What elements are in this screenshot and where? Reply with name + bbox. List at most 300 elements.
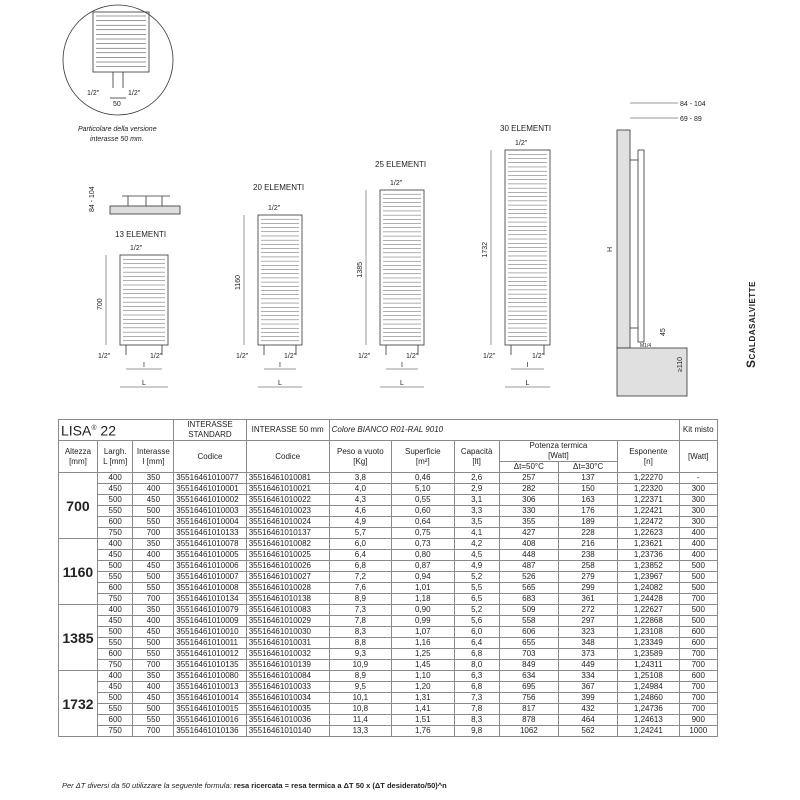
- table-row: [59, 693, 718, 704]
- table-cell: 35516461010023: [246, 506, 329, 517]
- table-cell: 1,23736: [618, 550, 679, 561]
- model-name: [59, 420, 174, 441]
- table-row: [59, 704, 718, 715]
- table-cell: 700: [679, 660, 717, 671]
- table-cell: 5,5: [454, 583, 499, 594]
- table-cell: 500: [133, 638, 174, 649]
- table-cell: 2,6: [454, 473, 499, 484]
- table-cell: 450: [133, 627, 174, 638]
- table-cell: 1,22421: [618, 506, 679, 517]
- table-cell: 600: [97, 715, 133, 726]
- table-row: [59, 550, 718, 561]
- header-text: L [mm]: [103, 456, 128, 466]
- table-cell: 550: [133, 517, 174, 528]
- table-cell: 35516461010133: [174, 528, 246, 539]
- section-label-45: 45: [660, 328, 667, 336]
- table-cell: 258: [558, 561, 617, 572]
- table-cell: 257: [499, 473, 558, 484]
- table-cell: 849: [499, 660, 558, 671]
- table-cell: 348: [558, 638, 617, 649]
- table-cell: 228: [558, 528, 617, 539]
- radiator-2-conn-right: 1/2": [406, 353, 419, 360]
- table-cell: 35516461010003: [174, 506, 246, 517]
- radiator-1-conn-left: 1/2": [236, 353, 249, 360]
- table-cell: 35516461010134: [174, 594, 246, 605]
- table-cell: 3,5: [454, 517, 499, 528]
- table-cell: 400: [679, 528, 717, 539]
- table-cell: 500: [679, 561, 717, 572]
- table-cell: 6,8: [329, 561, 391, 572]
- table-cell: 6,8: [454, 649, 499, 660]
- header-interasse-standard: [174, 420, 246, 441]
- wall-depth-label: 84 - 104: [89, 186, 96, 212]
- header-potenza: [499, 441, 617, 462]
- table-cell: 1,20: [392, 682, 454, 693]
- table-cell: 487: [499, 561, 558, 572]
- table-cell: 1,22371: [618, 495, 679, 506]
- table-row: [59, 671, 718, 682]
- table-cell: 35516461010084: [246, 671, 329, 682]
- table-cell: 176: [558, 506, 617, 517]
- table-row: [59, 484, 718, 495]
- header-text: [Kg]: [353, 456, 368, 466]
- table-cell: 3,3: [454, 506, 499, 517]
- table-row: [59, 627, 718, 638]
- table-cell: 7,6: [329, 583, 391, 594]
- table-cell: 400: [97, 473, 133, 484]
- table-cell: 282: [499, 484, 558, 495]
- table-cell: 408: [499, 539, 558, 550]
- section-label-top1: 84 - 104: [680, 101, 706, 108]
- header-row-2: [59, 441, 718, 462]
- table-cell: 1,22472: [618, 517, 679, 528]
- table-cell: 35516461010009: [174, 616, 246, 627]
- table-cell: 750: [97, 594, 133, 605]
- table-cell: 4,3: [329, 495, 391, 506]
- table-cell: 35516461010007: [174, 572, 246, 583]
- table-cell: 562: [558, 726, 617, 737]
- table-cell: 9,8: [454, 726, 499, 737]
- table-cell: 300: [679, 517, 717, 528]
- header-text: [n]: [643, 456, 653, 466]
- table-cell: 35516461010135: [174, 660, 246, 671]
- radiator-0-conn-right: 1/2": [150, 353, 163, 360]
- table-cell: 1,22270: [618, 473, 679, 484]
- table-cell: 450: [97, 682, 133, 693]
- table-cell: 450: [97, 616, 133, 627]
- section-label-h: H: [607, 246, 614, 252]
- table-row: [59, 594, 718, 605]
- table-cell: 1,22320: [618, 484, 679, 495]
- table-cell: 3,8: [329, 473, 391, 484]
- radiator-0-title: 13 ELEMENTI: [115, 230, 167, 239]
- table-row: [59, 682, 718, 693]
- table-row: [59, 572, 718, 583]
- table-cell: 565: [499, 583, 558, 594]
- table-cell: 550: [133, 583, 174, 594]
- table-cell: 526: [499, 572, 558, 583]
- table-row: [59, 583, 718, 594]
- detail-label-right: 1/2": [128, 90, 141, 97]
- table-cell: 750: [97, 528, 133, 539]
- table-cell: 7,2: [329, 572, 391, 583]
- table-cell: 0,99: [392, 616, 454, 627]
- table-cell: 35516461010011: [174, 638, 246, 649]
- table-cell: 5,2: [454, 605, 499, 616]
- table-cell: 500: [97, 693, 133, 704]
- table-row: [59, 638, 718, 649]
- table-cell: 8,3: [329, 627, 391, 638]
- header-altezza: [59, 441, 98, 473]
- table-cell: 4,9: [329, 517, 391, 528]
- table-row: [59, 473, 718, 484]
- table-cell: 3,1: [454, 495, 499, 506]
- radiator-0-height: 700: [97, 298, 104, 310]
- header-esponente: [618, 441, 679, 473]
- table-cell: 4,6: [329, 506, 391, 517]
- detail-caption-1: Particolare della versione: [78, 126, 157, 133]
- table-cell: 500: [97, 627, 133, 638]
- table-cell: 1,24984: [618, 682, 679, 693]
- table-row: [59, 517, 718, 528]
- table-cell: 399: [558, 693, 617, 704]
- table-cell: 35516461010006: [174, 561, 246, 572]
- table-cell: 163: [558, 495, 617, 506]
- header-text: Capacità: [460, 446, 493, 456]
- table-cell: 350: [133, 605, 174, 616]
- radiator-1-connection: 1/2": [268, 205, 281, 212]
- header-text: [lt]: [472, 456, 481, 466]
- table-cell: 0,94: [392, 572, 454, 583]
- table-cell: 6,4: [454, 638, 499, 649]
- wall-base: [110, 206, 180, 214]
- table-cell: 35516461010005: [174, 550, 246, 561]
- table-cell: 432: [558, 704, 617, 715]
- table-cell: 464: [558, 715, 617, 726]
- table-cell: 500: [133, 704, 174, 715]
- header-watt: [Watt]: [679, 441, 717, 473]
- table-cell: 400: [97, 671, 133, 682]
- header-interasse-50: INTERASSE 50 mm: [246, 420, 329, 441]
- table-cell: 1,24311: [618, 660, 679, 671]
- table-cell: 500: [97, 495, 133, 506]
- table-cell: 450: [133, 561, 174, 572]
- table-cell: 1,24860: [618, 693, 679, 704]
- table-cell: 367: [558, 682, 617, 693]
- section-wall: [617, 130, 630, 348]
- table-cell: 0,75: [392, 528, 454, 539]
- header-row-1: [59, 420, 718, 441]
- table-cell: 695: [499, 682, 558, 693]
- spec-table: [58, 419, 718, 737]
- table-cell: 1,25: [392, 649, 454, 660]
- table-cell: 350: [133, 473, 174, 484]
- header-text: Peso a vuoto: [337, 446, 384, 456]
- table-cell: 35516461010036: [246, 715, 329, 726]
- radiator-2-title: 25 ELEMENTI: [375, 160, 427, 169]
- radiator-0-L-label: L: [142, 380, 146, 387]
- header-text: STANDARD: [188, 430, 232, 439]
- table-cell: 700: [133, 594, 174, 605]
- table-cell: 756: [499, 693, 558, 704]
- table-cell: 306: [499, 495, 558, 506]
- table-cell: 35516461010081: [246, 473, 329, 484]
- header-capacita: [454, 441, 499, 473]
- table-cell: 35516461010027: [246, 572, 329, 583]
- table-cell: 8,3: [454, 715, 499, 726]
- table-cell: 500: [679, 616, 717, 627]
- table-cell: 700: [679, 693, 717, 704]
- table-cell: 600: [679, 671, 717, 682]
- table-row: [59, 561, 718, 572]
- height-group-label: 700: [59, 473, 98, 539]
- table-cell: 400: [133, 484, 174, 495]
- section-label-top2: 69 - 89: [680, 116, 702, 123]
- table-cell: 600: [679, 638, 717, 649]
- table-cell: 4,0: [329, 484, 391, 495]
- table-cell: 279: [558, 572, 617, 583]
- table-cell: 400: [97, 605, 133, 616]
- table-cell: 35516461010035: [246, 704, 329, 715]
- table-cell: -: [679, 473, 717, 484]
- table-row: [59, 715, 718, 726]
- table-cell: 1,23967: [618, 572, 679, 583]
- table-cell: 450: [133, 495, 174, 506]
- table-cell: 272: [558, 605, 617, 616]
- table-cell: 35516461010026: [246, 561, 329, 572]
- header-text: Altezza: [64, 446, 92, 456]
- table-cell: 35516461010034: [246, 693, 329, 704]
- table-cell: 35516461010029: [246, 616, 329, 627]
- spec-table-body: [59, 473, 718, 737]
- table-cell: 35516461010032: [246, 649, 329, 660]
- table-cell: 1000: [679, 726, 717, 737]
- table-cell: 8,8: [329, 638, 391, 649]
- table-cell: 5,10: [392, 484, 454, 495]
- table-cell: 35516461010137: [246, 528, 329, 539]
- table-cell: 550: [97, 704, 133, 715]
- table-cell: 35516461010138: [246, 594, 329, 605]
- height-group-label: 1385: [59, 605, 98, 671]
- table-cell: 1,45: [392, 660, 454, 671]
- table-cell: 0,90: [392, 605, 454, 616]
- table-cell: 35516461010031: [246, 638, 329, 649]
- table-cell: 634: [499, 671, 558, 682]
- section-radiator: [638, 150, 644, 342]
- header-dt30: Δt=30°C: [558, 462, 617, 473]
- section-label-min: ≥110: [677, 356, 684, 372]
- table-cell: 7,3: [454, 693, 499, 704]
- radiator-3-L-label: L: [525, 380, 530, 387]
- table-cell: 6,0: [329, 539, 391, 550]
- table-cell: 7,3: [329, 605, 391, 616]
- table-cell: 683: [499, 594, 558, 605]
- table-cell: 8,9: [329, 671, 391, 682]
- detail-caption-2: interasse 50 mm.: [90, 136, 144, 143]
- radiator-2-connection: 1/2": [390, 180, 403, 187]
- table-cell: 449: [558, 660, 617, 671]
- table-cell: 1,25108: [618, 671, 679, 682]
- table-cell: 355: [499, 517, 558, 528]
- table-cell: 35516461010014: [174, 693, 246, 704]
- detail-circle: [63, 5, 173, 115]
- table-cell: 400: [97, 539, 133, 550]
- table-cell: 5,7: [329, 528, 391, 539]
- table-cell: 2,9: [454, 484, 499, 495]
- table-cell: 4,5: [454, 550, 499, 561]
- table-cell: 300: [679, 484, 717, 495]
- table-cell: 35516461010010: [174, 627, 246, 638]
- radiator-3-height: 1732: [482, 241, 489, 258]
- table-cell: 1,51: [392, 715, 454, 726]
- table-cell: 10,1: [329, 693, 391, 704]
- table-cell: 10,9: [329, 660, 391, 671]
- table-row: [59, 539, 718, 550]
- table-cell: 35516461010079: [174, 605, 246, 616]
- header-peso: [329, 441, 391, 473]
- radiator-2-conn-left: 1/2": [358, 353, 371, 360]
- table-cell: 0,80: [392, 550, 454, 561]
- table-cell: 400: [133, 616, 174, 627]
- header-text: [m²]: [415, 456, 430, 466]
- header-text: INTERASSE: [187, 420, 233, 429]
- table-cell: 35516461010021: [246, 484, 329, 495]
- table-row: [59, 616, 718, 627]
- table-cell: 1,24082: [618, 583, 679, 594]
- table-cell: 400: [133, 682, 174, 693]
- table-cell: 1,23589: [618, 649, 679, 660]
- table-cell: 1,24428: [618, 594, 679, 605]
- table-cell: 6,3: [454, 671, 499, 682]
- table-cell: 35516461010004: [174, 517, 246, 528]
- table-row: [59, 506, 718, 517]
- height-group-label: 1732: [59, 671, 98, 737]
- table-cell: 600: [97, 649, 133, 660]
- table-cell: 35516461010028: [246, 583, 329, 594]
- table-cell: 35516461010030: [246, 627, 329, 638]
- table-cell: 1,23852: [618, 561, 679, 572]
- table-row: [59, 660, 718, 671]
- header-codice-std: Codice: [174, 441, 246, 473]
- table-cell: 11,4: [329, 715, 391, 726]
- table-cell: 189: [558, 517, 617, 528]
- table-cell: 500: [97, 561, 133, 572]
- table-cell: 1,24241: [618, 726, 679, 737]
- table-cell: 700: [679, 649, 717, 660]
- table-cell: 448: [499, 550, 558, 561]
- table-cell: 5,2: [454, 572, 499, 583]
- table-cell: 0,55: [392, 495, 454, 506]
- table-cell: 900: [679, 715, 717, 726]
- radiator-0-body: [120, 255, 168, 345]
- table-cell: 4,9: [454, 561, 499, 572]
- table-cell: 0,46: [392, 473, 454, 484]
- table-cell: 1,24613: [618, 715, 679, 726]
- header-superficie: [392, 441, 454, 473]
- table-cell: 13,3: [329, 726, 391, 737]
- header-codice-50: Codice: [246, 441, 329, 473]
- table-cell: 350: [133, 671, 174, 682]
- table-cell: 600: [97, 517, 133, 528]
- table-cell: 655: [499, 638, 558, 649]
- table-cell: 297: [558, 616, 617, 627]
- table-cell: 1,23108: [618, 627, 679, 638]
- table-cell: 35516461010136: [174, 726, 246, 737]
- table-row: [59, 726, 718, 737]
- radiator-3-connection: 1/2": [515, 140, 528, 147]
- radiator-2-body: [380, 190, 424, 345]
- table-cell: 550: [97, 572, 133, 583]
- category-title: Scaldasalviette: [744, 281, 758, 369]
- table-cell: 35516461010077: [174, 473, 246, 484]
- table-cell: 700: [133, 528, 174, 539]
- table-cell: 750: [97, 660, 133, 671]
- table-cell: 35516461010139: [246, 660, 329, 671]
- formula-footnote: [62, 781, 447, 790]
- table-cell: 5,6: [454, 616, 499, 627]
- table-cell: 4,2: [454, 539, 499, 550]
- table-cell: 35516461010140: [246, 726, 329, 737]
- header-text: Largh.: [103, 446, 127, 456]
- table-cell: 1,41: [392, 704, 454, 715]
- table-cell: 4,1: [454, 528, 499, 539]
- table-cell: 299: [558, 583, 617, 594]
- table-cell: 35516461010022: [246, 495, 329, 506]
- table-cell: 700: [679, 594, 717, 605]
- radiator-0-connection: 1/2": [130, 245, 143, 252]
- table-cell: 500: [133, 506, 174, 517]
- table-cell: 606: [499, 627, 558, 638]
- table-cell: 9,3: [329, 649, 391, 660]
- table-cell: 450: [97, 484, 133, 495]
- table-cell: 500: [679, 583, 717, 594]
- table-cell: 700: [679, 704, 717, 715]
- radiator-1-l-label: I: [279, 362, 281, 369]
- table-cell: 878: [499, 715, 558, 726]
- header-dt50: Δt=50°C: [499, 462, 558, 473]
- table-cell: 700: [133, 726, 174, 737]
- table-cell: 450: [97, 550, 133, 561]
- header-text: Superficie: [405, 446, 441, 456]
- table-cell: 137: [558, 473, 617, 484]
- header-interasse: [133, 441, 174, 473]
- table-cell: 238: [558, 550, 617, 561]
- table-cell: 0,60: [392, 506, 454, 517]
- registered-mark: ®: [91, 425, 97, 433]
- table-cell: 6,8: [454, 682, 499, 693]
- radiator-3-conn-right: 1/2": [532, 353, 545, 360]
- table-cell: 400: [679, 550, 717, 561]
- table-cell: 35516461010008: [174, 583, 246, 594]
- table-cell: 817: [499, 704, 558, 715]
- radiator-1-body: [258, 215, 302, 345]
- table-cell: 35516461010001: [174, 484, 246, 495]
- detail-label-spacing: 50: [113, 101, 121, 108]
- height-group-label: 1160: [59, 539, 98, 605]
- table-cell: 9,5: [329, 682, 391, 693]
- radiator-0-l-label: I: [143, 362, 145, 369]
- section-label-small: M1/4: [640, 343, 652, 349]
- table-cell: 7,8: [454, 704, 499, 715]
- header-text: Esponente: [629, 446, 668, 456]
- model-number: 22: [100, 422, 116, 439]
- radiator-2-l-label: I: [401, 362, 403, 369]
- radiator-1-height: 1160: [235, 274, 242, 290]
- table-cell: 8,9: [329, 594, 391, 605]
- table-cell: 1,76: [392, 726, 454, 737]
- header-text: Interasse: [136, 446, 170, 456]
- table-cell: 6,4: [329, 550, 391, 561]
